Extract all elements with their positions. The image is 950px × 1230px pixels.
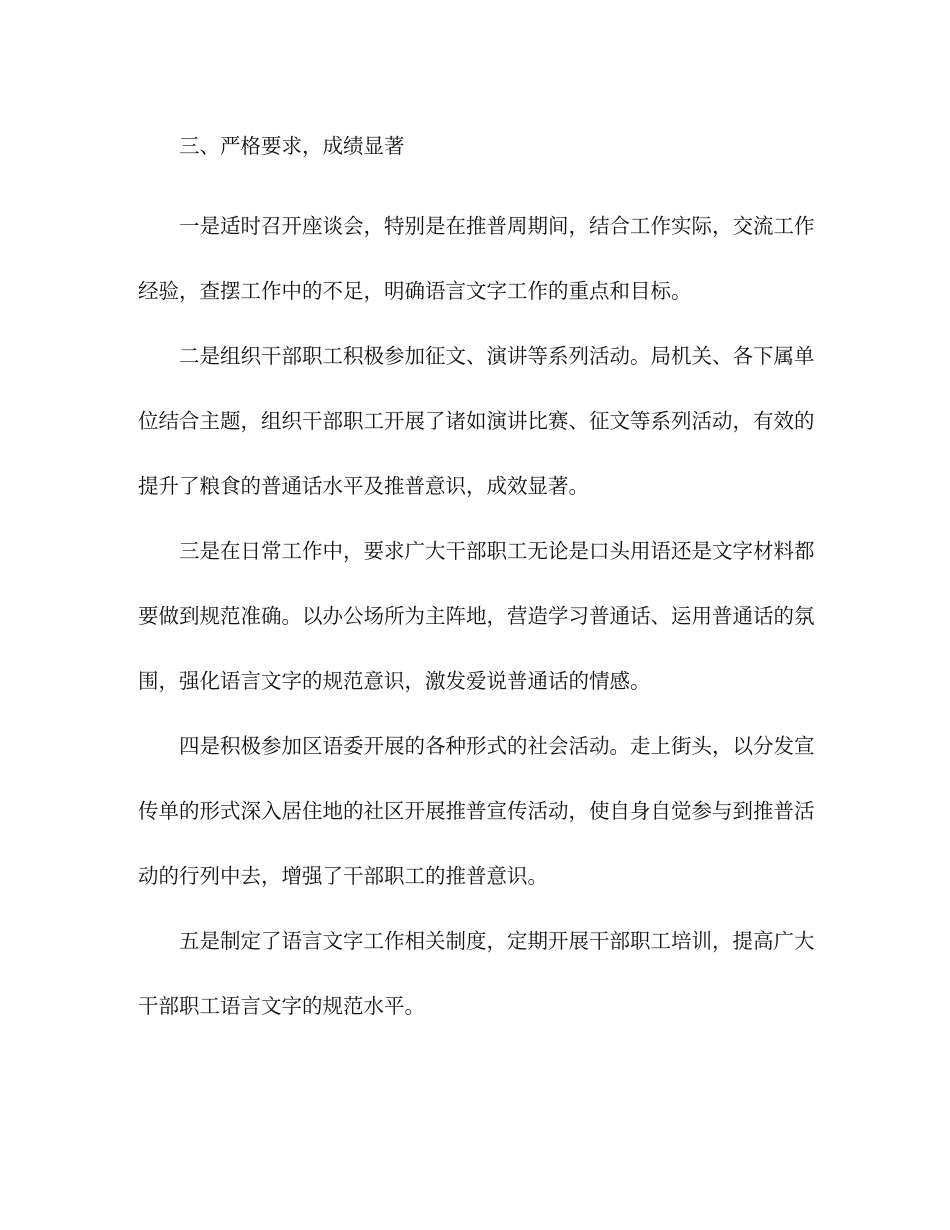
paragraph-1: 一是适时召开座谈会，特别是在推普周期间，结合工作实际，交流工作经验，查摆工作中的不足，明确语言文字工作的重点和目标。 <box>138 214 815 303</box>
paragraph-4: 四是积极参加区语委开展的各种形式的社会活动。走上街头，以分发宣传单的形式深入居住地的社区开展推普宣传活动，使自身自觉参与到推普活动的行列中去，增强了干部职工的推普意识。 <box>138 734 815 888</box>
paragraph-5: 五是制定了语言文字工作相关制度，定期开展干部职工培训，提高广大干部职工语言文字的规范水平。 <box>138 929 815 1018</box>
section-heading: 三、严格要求，成绩显著 <box>179 134 405 158</box>
document-body <box>138 128 828 1039</box>
paragraph-3: 三是在日常工作中，要求广大干部职工无论是口头用语还是文字材料都要做到规范准确。以办公场所为主阵地，营造学习普通话、运用普通话的氛围，强化语言文字的规范意识，激发爱说普通话的情感。 <box>138 539 815 693</box>
paragraph-2: 二是组织干部职工积极参加征文、演讲等系列活动。局机关、各下属单位结合主题，组织干部职工开展了诸如演讲比赛、征文等系列活动，有效的提升了粮食的普通话水平及推普意识，成效显著。 <box>138 344 815 498</box>
